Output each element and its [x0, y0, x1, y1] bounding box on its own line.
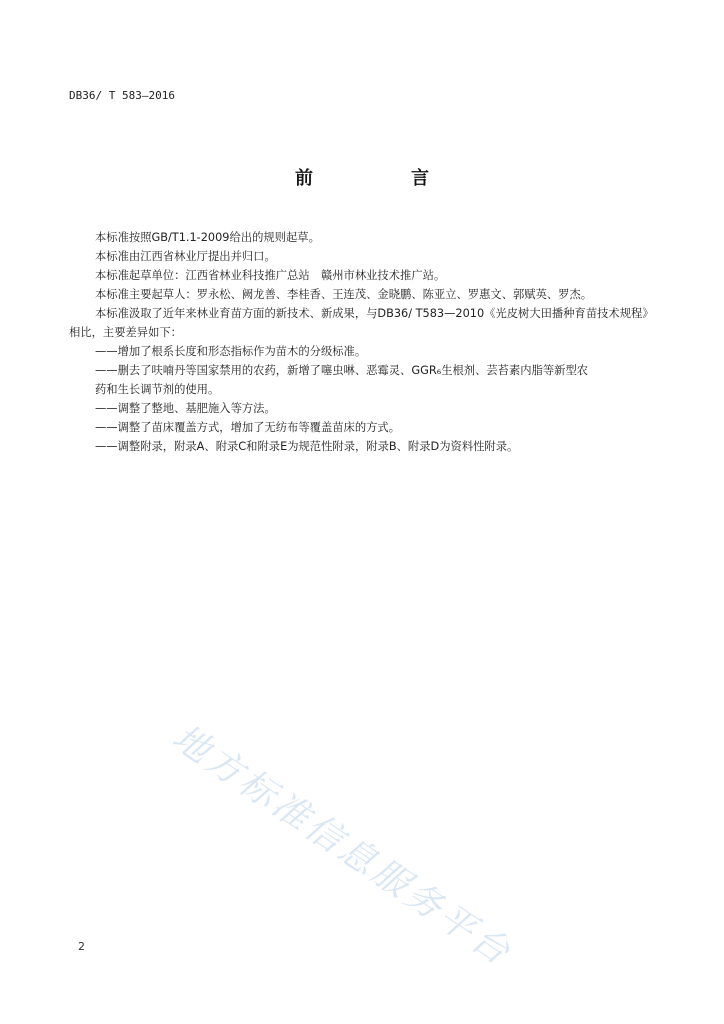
document-code: DB36/ T 583—2016: [69, 89, 175, 102]
paragraph-drafting-units: 本标准起草单位：江西省林业科技推广总站 赣州市林业技术推广站。: [95, 269, 446, 282]
document-body: [69, 228, 659, 456]
list-item-site-preparation: ——调整了整地、基肥施入等方法。: [95, 402, 276, 415]
list-item-pesticides: ——删去了呋喃丹等国家禁用的农药，新增了噻虫啉、恶霉灵、GGR₆生根剂、芸苔素内脂等新型农: [95, 364, 589, 377]
paragraph-differences-intro: 本标准汲取了近年来林业育苗方面的新技术、新成果，与DB36/ T583—2010《光皮树大田播种育苗技术规程》相比，主要差异如下：: [69, 307, 654, 339]
page-number: 2: [78, 940, 85, 953]
paragraph-proposer: 本标准由江西省林业厅提出并归口。: [95, 250, 276, 263]
paragraph-drafting-rules: 本标准按照GB/T1.1-2009给出的规则起草。: [95, 231, 320, 244]
list-item-pesticides-continued: 药和生长调节剂的使用。: [95, 383, 220, 396]
watermark: 地方标准信息服务平台: [164, 716, 520, 975]
list-item-bed-covering: ——调整了苗床覆盖方式，增加了无纺布等覆盖苗床的方式。: [95, 421, 401, 434]
paragraph-drafters: 本标准主要起草人：罗永松、阙龙善、李桂香、王连茂、金晓鹏、陈亚立、罗惠文、郭赋英、罗杰。: [95, 288, 593, 301]
list-item-grading: ——增加了根系长度和形态指标作为苗木的分级标准。: [95, 345, 367, 358]
page-title: 前 言: [295, 168, 469, 189]
list-item-annexes: ——调整附录，附录A、附录C和附录E为规范性附录，附录B、附录D为资料性附录。: [95, 440, 519, 453]
